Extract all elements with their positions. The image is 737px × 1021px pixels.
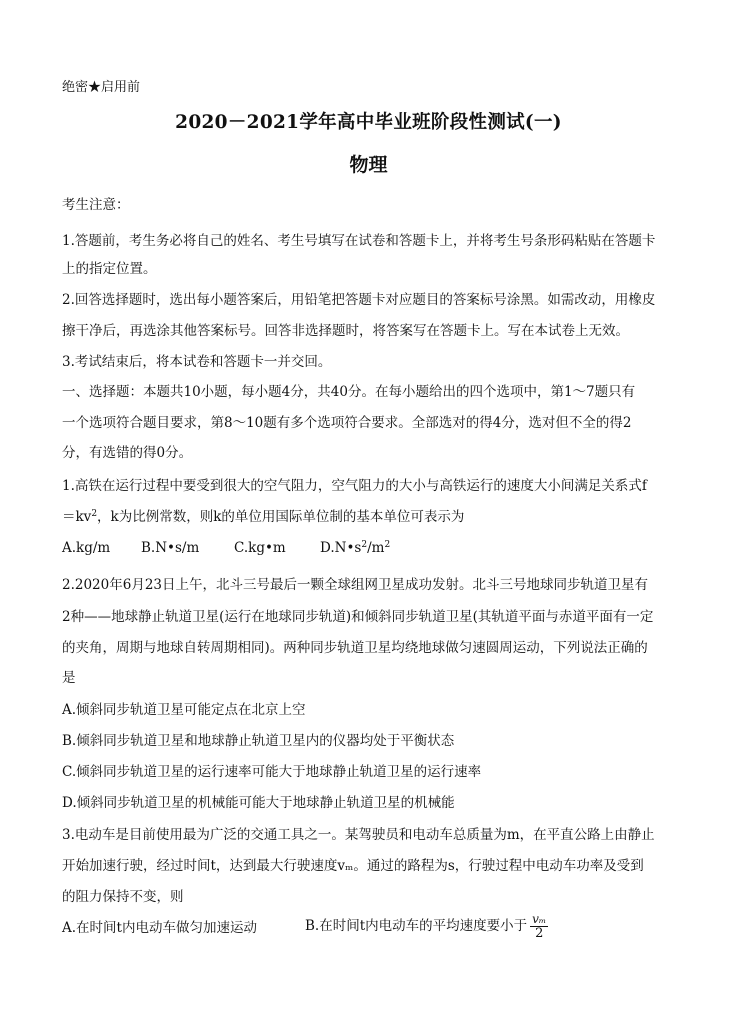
superscript: 2 [384, 540, 391, 550]
option-d-text: /m [367, 540, 385, 556]
superscript: 2 [361, 540, 368, 550]
formula-text: ＝kv [62, 509, 92, 525]
q1-option-c: C.kg•m [234, 540, 286, 556]
section-intro-line: 分，有选错的得0分。 [62, 445, 193, 461]
q1-option-b: B.N•s/m [141, 540, 200, 556]
q2-option-d: D.倾斜同步轨道卫星的机械能可能大于地球静止轨道卫星的机械能 [62, 795, 455, 811]
notice-line: 上的指定位置。 [62, 261, 157, 277]
q3-option-b [305, 912, 548, 941]
option-d-text: D.N•s [320, 540, 362, 556]
q2-option-b: B.倾斜同步轨道卫星和地球静止轨道卫星内的仪器均处于平衡状态 [62, 733, 455, 749]
option-b-text: B.在时间t内电动车的平均速度要小于 [305, 918, 528, 934]
q3-option-a: A.在时间t内电动车做匀加速运动 [62, 920, 257, 936]
question-1-line [62, 507, 679, 527]
confidential-label: 绝密★启用前 [62, 80, 141, 95]
question-text: ，k为比例常数，则k的单位用国际单位制的基本单位可表示为 [97, 509, 465, 525]
notice-line: 擦干净后，再选涂其他答案标号。回答非选择题时，将答案写在答题卡上。写在本试卷上无效。 [62, 323, 629, 339]
fraction-denominator: 2 [535, 926, 544, 941]
superscript: 2 [91, 509, 98, 519]
exam-title: 2020－2021学年高中毕业班阶段性测试(一) [175, 112, 562, 133]
question-2-line: 2.2020年6月23日上午，北斗三号最后一颗全球组网卫星成功发射。北斗三号地球同步轨道卫星有 [62, 577, 649, 593]
notice-line: 1.答题前，考生务必将自己的姓名、考生号填写在试卷和答题卡上，并将考生号条形码粘贴在答题卡 [62, 233, 656, 249]
q2-option-a: A.倾斜同步轨道卫星可能定点在北京上空 [62, 702, 306, 718]
section-intro-line: 一、选择题：本题共10小题，每小题4分，共40分。在每小题给出的四个选项中，第1～7题只有 [62, 384, 636, 400]
question-1-line: 1.高铁在运行过程中要受到很大的空气阻力，空气阻力的大小与高铁运行的速度大小间满足关系式f [62, 478, 647, 494]
subject-title: 物理 [349, 154, 388, 176]
question-3-line: 开始加速行驶，经过时间t，达到最大行驶速度vₘ。通过的路程为s，行驶过程中电动车功率及受到 [62, 858, 644, 874]
question-2-line: 是 [62, 670, 76, 686]
q1-option-a: A.kg/m [62, 540, 111, 556]
notice-heading: 考生注意： [62, 197, 130, 213]
q2-option-c: C.倾斜同步轨道卫星的运行速率可能大于地球静止轨道卫星的运行速率 [62, 764, 482, 780]
notice-line: 2.回答选择题时，选出每小题答案后，用铅笔把答题卡对应题目的答案标号涂黑。如需改动，用橡皮 [62, 292, 656, 308]
question-2-line: 2种——地球静止轨道卫星(运行在地球同步轨道)和倾斜同步轨道卫星(其轨道平面与赤道平面有一定 [62, 609, 654, 625]
fraction-numerator: vₘ [532, 912, 547, 926]
question-2-line: 的夹角，周期与地球自转周期相同)。两种同步轨道卫星均绕地球做匀速圆周运动，下列说法正确的 [62, 640, 648, 656]
notice-line: 3.考试结束后，将本试卷和答题卡一并交回。 [62, 354, 332, 370]
q1-option-d [320, 538, 390, 558]
question-3-line: 3.电动车是目前使用最为广泛的交通工具之一。某驾驶员和电动车总质量为m，在平直公路上由静止 [62, 827, 655, 843]
question-3-line: 的阻力保持不变，则 [62, 889, 184, 905]
section-intro-line: 一个选项符合题目要求，第8～10题有多个选项符合要求。全部选对的得4分，选对但不全的得2 [62, 415, 632, 431]
fraction [530, 912, 548, 941]
